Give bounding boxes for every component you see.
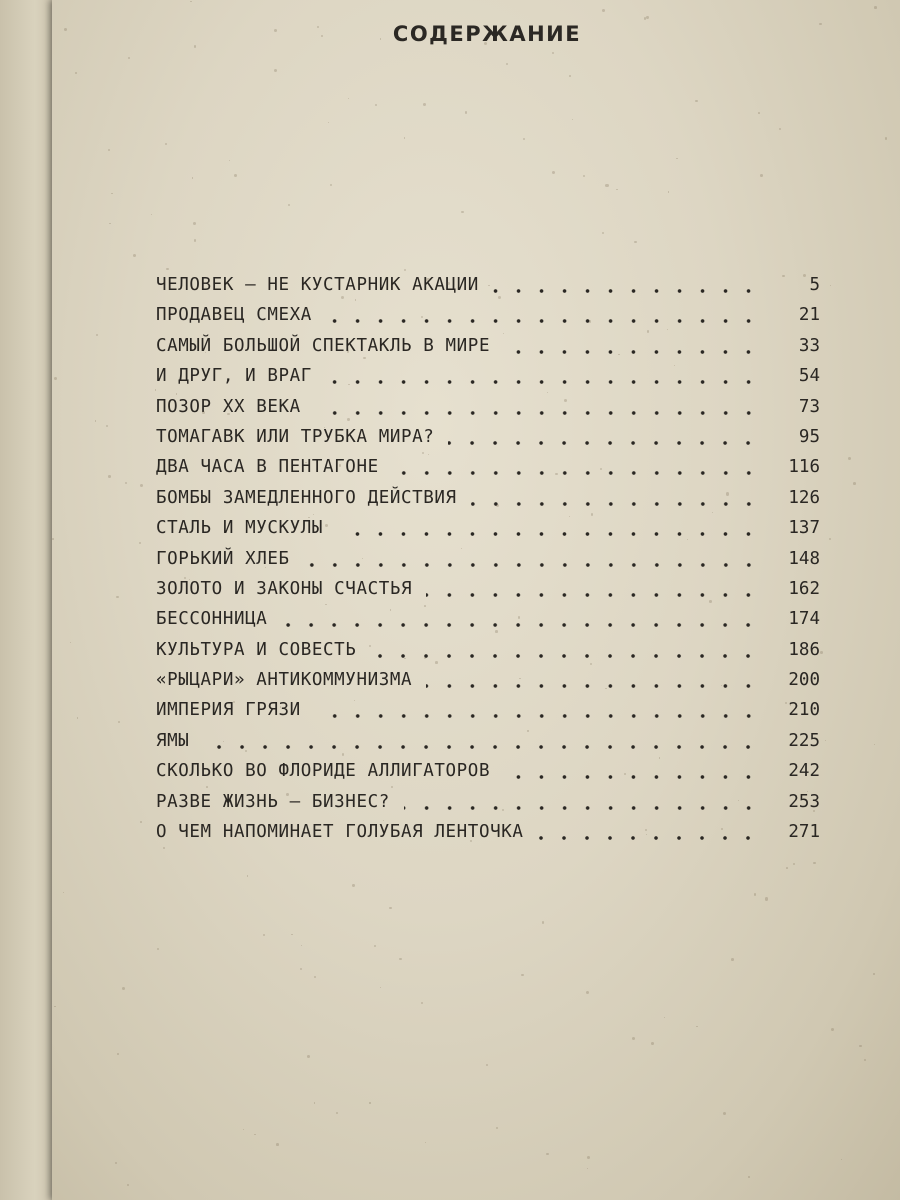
paper-fiber	[426, 278, 429, 281]
dot-leader	[315, 411, 760, 415]
paper-fiber	[496, 1127, 498, 1129]
paper-fiber	[77, 717, 79, 719]
paper-fiber	[325, 524, 328, 527]
paper-fiber	[301, 945, 303, 947]
paper-fiber	[731, 958, 734, 961]
dot-leader	[337, 532, 760, 536]
paper-fiber	[465, 111, 467, 113]
dot-leader	[537, 836, 760, 840]
toc-entry-page-number: 137	[788, 518, 820, 539]
toc-entry-title: ИМПЕРИЯ ГРЯЗИ	[156, 700, 301, 721]
paper-fiber	[435, 661, 438, 664]
toc-entry-page-number: 162	[788, 578, 820, 599]
paper-fiber	[632, 1037, 635, 1040]
dot-leader	[504, 350, 760, 354]
paper-fiber	[307, 1055, 310, 1058]
paper-fiber	[328, 122, 329, 123]
paper-fiber	[587, 1168, 588, 1169]
toc-entry-title: ПОЗОР XX ВЕКА	[156, 396, 301, 417]
paper-fiber	[527, 730, 528, 731]
paper-fiber	[404, 658, 405, 659]
paper-fiber	[602, 9, 605, 12]
paper-fiber	[127, 1184, 129, 1186]
toc-entry	[156, 756, 820, 786]
paper-fiber	[305, 462, 307, 464]
toc-entry-title: РАЗВЕ ЖИЗНЬ — БИЗНЕС?	[156, 791, 390, 812]
paper-fiber	[243, 1129, 244, 1130]
paper-fiber	[125, 482, 127, 484]
paper-fiber	[425, 1142, 426, 1143]
toc-entry-title: ДВА ЧАСА В ПЕНТАГОНЕ	[156, 457, 379, 478]
toc-entry-title: СТАЛЬ И МУСКУЛЫ	[156, 518, 324, 539]
paper-fiber	[229, 160, 230, 161]
toc-entry	[156, 392, 820, 422]
dot-leader	[404, 806, 760, 810]
toc-entry	[156, 574, 820, 604]
paper-fiber	[765, 897, 768, 900]
dot-leader	[448, 441, 760, 445]
paper-fiber	[52, 538, 54, 540]
paper-fiber	[885, 137, 888, 140]
paper-fiber	[369, 1102, 370, 1103]
paper-fiber	[342, 753, 344, 755]
paper-fiber	[758, 112, 760, 114]
toc-entry-title: ЗОЛОТО И ЗАКОНЫ СЧАСТЬЯ	[156, 578, 413, 599]
toc-entry-page-number: 54	[798, 366, 820, 387]
toc-entry	[156, 817, 820, 847]
paper-fiber	[853, 482, 856, 485]
paper-fiber	[874, 6, 877, 9]
paper-fiber	[506, 63, 508, 65]
paper-fiber	[317, 26, 319, 28]
paper-fiber	[133, 254, 136, 257]
paper-fiber	[380, 987, 381, 988]
toc-entry	[156, 544, 820, 574]
paper-fiber	[546, 1153, 549, 1156]
dot-leader	[426, 593, 760, 597]
paper-fiber	[605, 184, 608, 187]
paper-fiber	[389, 907, 391, 909]
previous-page-edge	[0, 0, 58, 1200]
paper-fiber	[276, 1143, 279, 1146]
dot-leader	[326, 380, 760, 384]
paper-fiber	[54, 377, 57, 380]
paper-fiber	[820, 651, 823, 654]
paper-fiber	[664, 1017, 665, 1018]
toc-entry	[156, 452, 820, 482]
paper-fiber	[587, 1156, 590, 1159]
paper-fiber	[602, 232, 604, 234]
paper-fiber	[404, 137, 405, 138]
toc-entry-page-number: 116	[788, 457, 820, 478]
paper-fiber	[95, 420, 97, 422]
paper-fiber	[618, 354, 619, 355]
toc-entry-page-number: 200	[788, 670, 820, 691]
paper-fiber	[803, 274, 806, 277]
paper-fiber	[423, 103, 426, 106]
paper-fiber	[375, 104, 377, 106]
paper-fiber	[470, 840, 472, 842]
paper-fiber	[645, 829, 647, 831]
toc-entry	[156, 787, 820, 817]
paper-fiber	[646, 16, 648, 18]
paper-fiber	[339, 464, 342, 467]
paper-fiber	[330, 184, 332, 186]
paper-fiber	[283, 584, 284, 585]
paper-fiber	[184, 577, 186, 579]
toc-entry-title: ЧЕЛОВЕК — НЕ КУСТАРНИК АКАЦИИ	[156, 275, 479, 295]
paper-fiber	[564, 399, 567, 402]
paper-fiber	[117, 1053, 119, 1055]
paper-fiber	[424, 605, 426, 607]
paper-fiber	[325, 604, 326, 605]
toc-entry-title: КУЛЬТУРА И СОВЕСТЬ	[156, 639, 357, 660]
paper-fiber	[421, 1002, 423, 1004]
toc-entry-title: СКОЛЬКО ВО ФЛОРИДЕ АЛЛИГАТОРОВ	[156, 761, 491, 782]
paper-fiber	[202, 411, 205, 414]
paper-fiber	[760, 174, 763, 177]
dot-leader	[326, 319, 760, 323]
paper-fiber	[634, 241, 637, 244]
paper-fiber	[234, 174, 237, 177]
toc-entry-page-number: 225	[788, 730, 820, 751]
paper-fiber	[166, 268, 168, 270]
toc-entry	[156, 300, 820, 330]
toc-entry-title: ТОМАГАВК ИЛИ ТРУБКА МИРА?	[156, 426, 435, 447]
paper-fiber	[54, 1006, 55, 1007]
paper-fiber	[116, 596, 118, 598]
toc-entry	[156, 695, 820, 725]
toc-entry-title: ПРОДАВЕЦ СМЕХА	[156, 305, 312, 326]
paper-fiber	[726, 492, 729, 495]
paper-fiber	[291, 934, 293, 936]
paper-fiber	[859, 1045, 861, 1047]
paper-fiber	[352, 884, 354, 886]
paper-fiber	[583, 175, 585, 177]
paper-fiber	[502, 809, 504, 811]
toc-entry-page-number: 126	[788, 487, 820, 508]
paper-fiber	[454, 496, 455, 497]
paper-fiber	[288, 204, 290, 206]
toc-entry-page-number: 253	[788, 791, 820, 812]
toc-entry	[156, 483, 820, 513]
paper-fiber	[247, 875, 249, 877]
toc-entry-page-number: 95	[798, 426, 820, 447]
paper-fiber	[552, 52, 555, 55]
paper-fiber	[308, 517, 309, 518]
paper-fiber	[348, 384, 350, 386]
paper-fiber	[122, 987, 125, 990]
toc-entry	[156, 726, 820, 756]
paper-fiber	[825, 740, 826, 741]
paper-fiber	[569, 75, 571, 77]
toc-entry-page-number: 33	[798, 335, 820, 356]
dot-leader	[493, 289, 760, 293]
paper-fiber	[721, 685, 722, 686]
paper-fiber	[108, 475, 111, 478]
dot-leader	[304, 563, 760, 567]
paper-fiber	[115, 1162, 117, 1164]
paper-fiber	[709, 600, 712, 603]
paper-fiber	[786, 867, 788, 869]
dot-leader	[370, 654, 760, 658]
paper-fiber	[106, 425, 108, 427]
toc-entry	[156, 665, 820, 695]
paper-fiber	[194, 239, 196, 241]
paper-fiber	[300, 968, 302, 970]
paper-fiber	[873, 973, 875, 975]
paper-fiber	[486, 1064, 488, 1066]
paper-fiber	[314, 1102, 316, 1104]
paper-fiber	[552, 171, 555, 174]
toc-entry-title: ЯМЫ	[156, 730, 190, 751]
paper-fiber	[176, 393, 177, 394]
paper-fiber	[819, 23, 821, 25]
paper-fiber	[157, 948, 159, 950]
toc-entry	[156, 361, 820, 391]
paper-fiber	[521, 974, 524, 977]
paper-fiber	[111, 193, 112, 194]
toc-entry-title: БЕССОННИЦА	[156, 609, 268, 630]
paper-fiber	[399, 958, 401, 960]
paper-fiber	[151, 214, 152, 215]
table-of-contents	[156, 270, 820, 847]
toc-entry-title: И ДРУГ, И ВРАГ	[156, 366, 312, 387]
paper-fiber	[254, 1134, 256, 1136]
paper-fiber	[651, 1042, 654, 1045]
paper-fiber	[380, 38, 381, 39]
paper-fiber	[374, 945, 376, 947]
paper-fiber	[109, 223, 110, 224]
paper-fiber	[421, 316, 423, 318]
paper-fiber	[70, 642, 71, 643]
paper-fiber	[831, 1028, 834, 1031]
toc-entry-title: САМЫЙ БОЛЬШОЙ СПЕКТАКЛЬ В МИРЕ	[156, 335, 491, 356]
paper-fiber	[874, 744, 875, 745]
toc-entry	[156, 635, 820, 665]
toc-entry-page-number: 242	[788, 761, 820, 782]
dot-leader	[471, 502, 760, 506]
toc-entry-title: «РЫЦАРИ» АНТИКОММУНИЗМА	[156, 670, 413, 691]
paper-fiber	[274, 69, 277, 72]
paper-fiber	[263, 934, 265, 936]
paper-fiber	[355, 299, 356, 300]
paper-fiber	[696, 1026, 698, 1028]
paper-fiber	[586, 991, 589, 994]
paper-fiber	[779, 128, 781, 130]
paper-fiber	[542, 921, 545, 924]
toc-entry-page-number: 148	[788, 548, 820, 569]
paper-fiber	[748, 1176, 750, 1178]
paper-fiber	[155, 389, 157, 391]
toc-entry	[156, 604, 820, 634]
toc-entry	[156, 422, 820, 452]
paper-fiber	[139, 542, 142, 545]
paper-fiber	[723, 1112, 726, 1115]
paper-fiber	[668, 191, 669, 192]
paper-fiber	[118, 721, 120, 723]
paper-fiber	[192, 177, 194, 179]
paper-fiber	[140, 821, 142, 823]
paper-fiber	[268, 593, 269, 594]
paper-fiber	[391, 786, 393, 788]
dot-leader	[504, 775, 760, 779]
dot-leader	[315, 714, 760, 718]
toc-entry-page-number: 174	[788, 609, 820, 630]
toc-entry-title: ГОРЬКИЙ ХЛЕБ	[156, 548, 290, 569]
paper-fiber	[754, 893, 757, 896]
toc-entry-title: БОМБЫ ЗАМЕДЛЕННОГО ДЕЙСТВИЯ	[156, 487, 457, 508]
paper-fiber	[496, 504, 499, 507]
paper-fiber	[108, 149, 110, 151]
toc-entry-page-number: 271	[788, 822, 820, 843]
toc-entry	[156, 513, 820, 543]
contents-heading: СОДЕРЖАНИЕ	[392, 22, 582, 46]
paper-fiber	[523, 138, 525, 140]
paper-fiber	[616, 189, 618, 191]
book-page	[52, 0, 900, 1200]
paper-fiber	[841, 1159, 842, 1160]
paper-fiber	[848, 457, 851, 460]
paper-fiber	[348, 98, 349, 99]
paper-fiber	[63, 892, 64, 893]
paper-fiber	[830, 285, 831, 286]
paper-fiber	[495, 630, 498, 633]
dot-leader	[426, 684, 760, 688]
paper-fiber	[676, 158, 678, 160]
paper-fiber	[383, 820, 384, 821]
paper-fiber	[785, 702, 787, 704]
toc-entry-page-number: 73	[798, 396, 820, 417]
toc-entry-page-number: 210	[788, 700, 820, 721]
paper-fiber	[461, 211, 463, 213]
paper-fiber	[140, 484, 143, 487]
paper-fiber	[128, 57, 130, 59]
toc-entry-page-number: 21	[798, 305, 820, 326]
dot-leader	[203, 745, 760, 749]
paper-fiber	[829, 538, 832, 541]
paper-fiber	[165, 143, 168, 146]
paper-fiber	[96, 334, 98, 336]
paper-fiber	[864, 1059, 866, 1061]
paper-fiber	[314, 976, 316, 978]
paper-fiber	[163, 847, 165, 849]
paper-fiber	[695, 100, 698, 103]
paper-fiber	[336, 1112, 339, 1115]
paper-fiber	[644, 17, 646, 19]
paper-fiber	[75, 72, 77, 74]
dot-leader	[393, 471, 760, 475]
paper-fiber	[193, 222, 196, 225]
paper-fiber	[572, 119, 573, 120]
paper-fiber	[793, 863, 795, 865]
toc-entry-page-number: 5	[809, 275, 820, 295]
paper-fiber	[190, 1, 191, 2]
dot-leader	[281, 623, 760, 627]
paper-fiber	[813, 862, 816, 865]
paper-fiber	[624, 773, 626, 775]
toc-entry	[156, 331, 820, 361]
toc-entry-title: О ЧЕМ НАПОМИНАЕТ ГОЛУБАЯ ЛЕНТОЧКА	[156, 822, 524, 843]
paper-fiber	[782, 275, 784, 277]
paper-fiber	[369, 645, 371, 647]
toc-entry-page-number: 186	[788, 639, 820, 660]
